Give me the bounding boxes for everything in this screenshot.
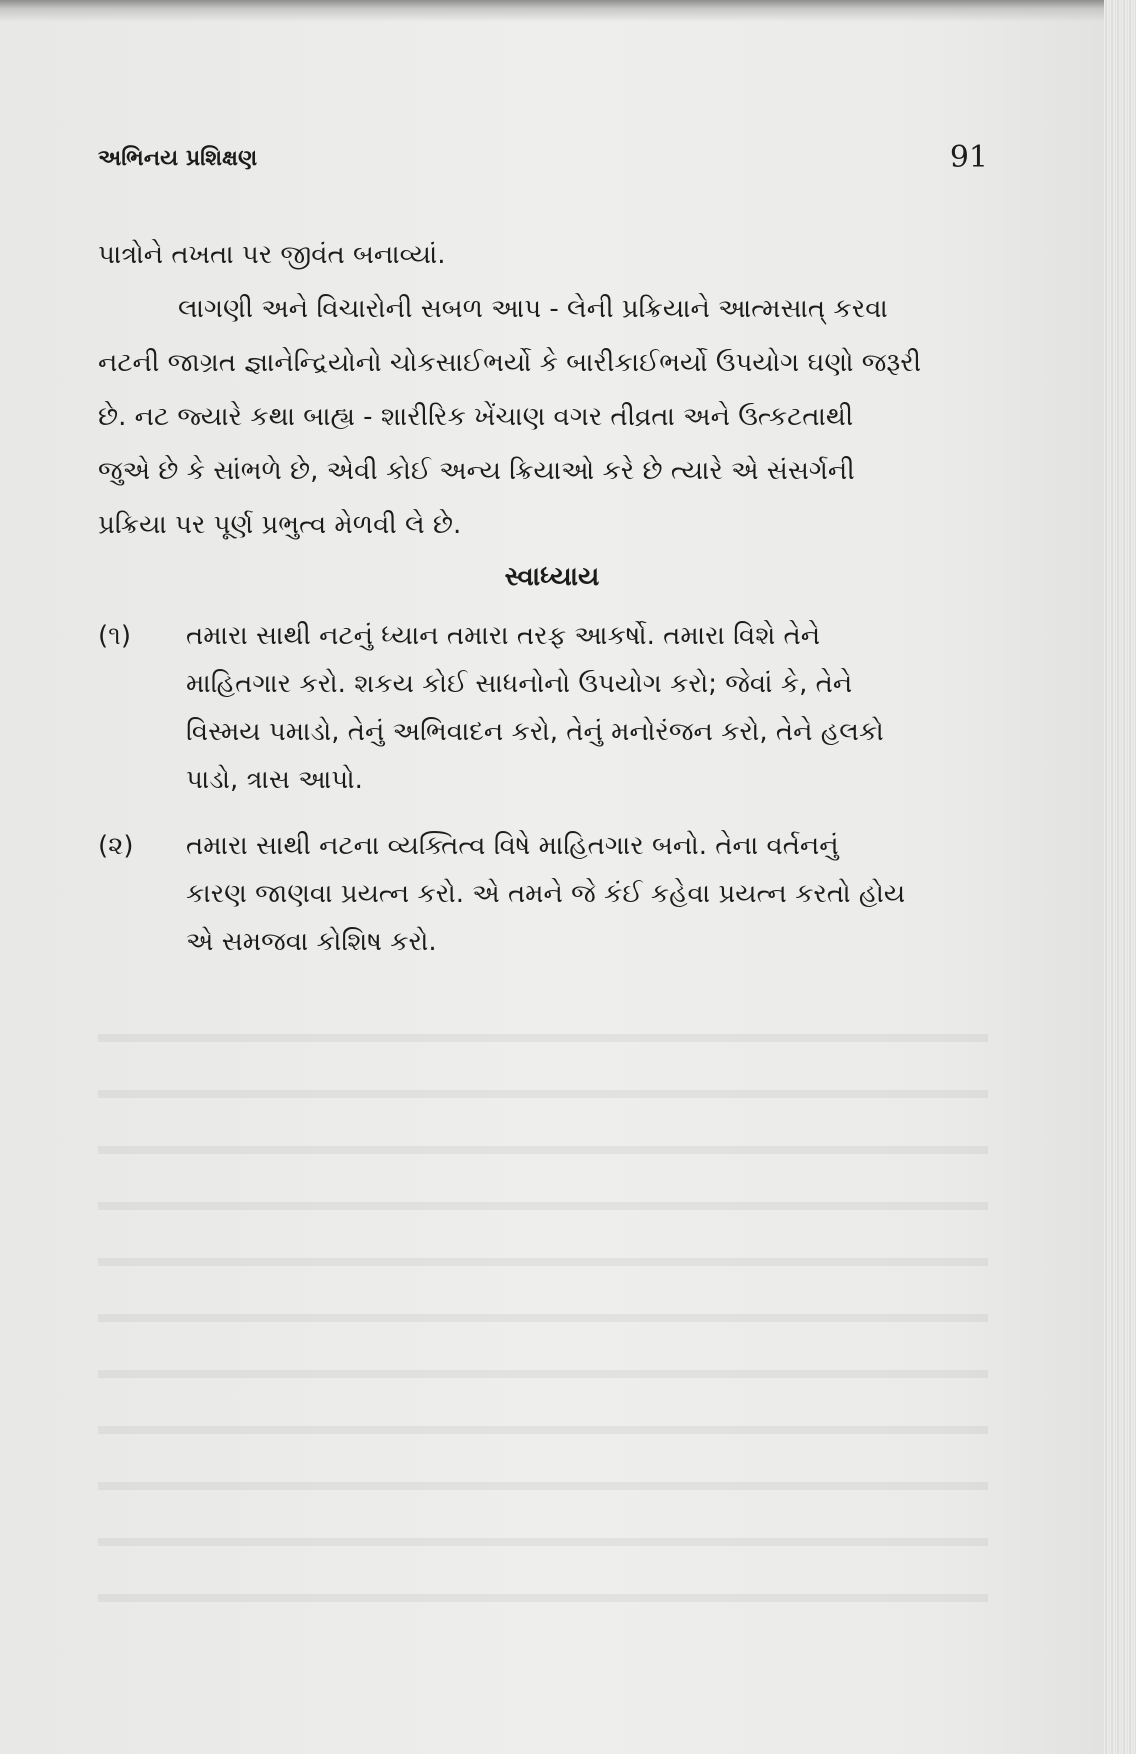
page-header xyxy=(98,140,988,180)
exercise-number: (૧) xyxy=(98,621,132,651)
exercise-line: તમારા સાથી નટનું ધ્યાન તમારા તરફ આકર્ષો. તમારા વિશે તેને xyxy=(186,621,821,651)
exercise-item xyxy=(98,822,988,966)
exercise-number: (૨) xyxy=(98,831,134,861)
page-number: 91 xyxy=(949,140,988,175)
book-page-edges xyxy=(1104,0,1136,1754)
exercise-line: એ સમજવા કોશિષ કરો. xyxy=(186,927,437,957)
page-top-shadow xyxy=(0,0,1104,22)
exercise-line: કારણ જાણવા પ્રયત્ન કરો. એ તમને જે કંઈ કહેવા પ્રયત્ન કરતો હોય xyxy=(186,879,906,909)
exercise-line: તમારા સાથી નટના વ્યક્તિત્વ વિષે માહિતગાર બનો. તેના વર્તનનું xyxy=(186,831,839,861)
paragraph-line: છે. નટ જ્યારે કથા બાહ્ય - શારીરિક ખેંચાણ વગર તીવ્રતા અને ઉત્કટતાથી xyxy=(98,402,854,432)
exercise-text xyxy=(186,612,988,804)
paragraph-line: લાગણી અને વિચારોની સબળ આપ - લેની પ્રક્રિયાને આત્મસાત્ કરવા xyxy=(178,294,888,324)
running-title: અભિનય પ્રશિક્ષણ xyxy=(98,146,258,171)
exercise-line: પાડો, ત્રાસ આપો. xyxy=(186,765,363,795)
paragraph-line: જુએ છે કે સાંભળે છે, એવી કોઈ અન્ય ક્રિયાઓ કરે છે ત્યારે એ સંસર્ગની xyxy=(98,456,855,486)
show-through-text xyxy=(98,1000,988,1650)
exercise-list xyxy=(98,612,988,984)
paragraph-line: નટની જાગ્રત જ્ઞાનેન્દ્રિયોનો ચોકસાઈભર્યો કે બારીકાઈભર્યો ઉપયોગ ઘણો જરૂરી xyxy=(98,348,922,378)
paragraph-line: પ્રક્રિયા પર પૂર્ણ પ્રભુત્વ મેળવી લે છે. xyxy=(98,510,462,540)
exercise-line: વિસ્મય પમાડો, તેનું અભિવાદન કરો, તેનું મનોરંજન કરો, તેને હલકો xyxy=(186,717,884,747)
section-heading: સ્વાધ્યાય xyxy=(504,562,600,592)
exercise-text xyxy=(186,822,988,966)
exercise-line: માહિતગાર કરો. શકય કોઈ સાધનોનો ઉપયોગ કરો; જેવાં કે, તેને xyxy=(186,669,853,699)
body-text xyxy=(98,228,988,552)
continuation-line: પાત્રોને તખતા પર જીવંત બનાવ્યાં. xyxy=(98,240,446,270)
exercise-item xyxy=(98,612,988,804)
